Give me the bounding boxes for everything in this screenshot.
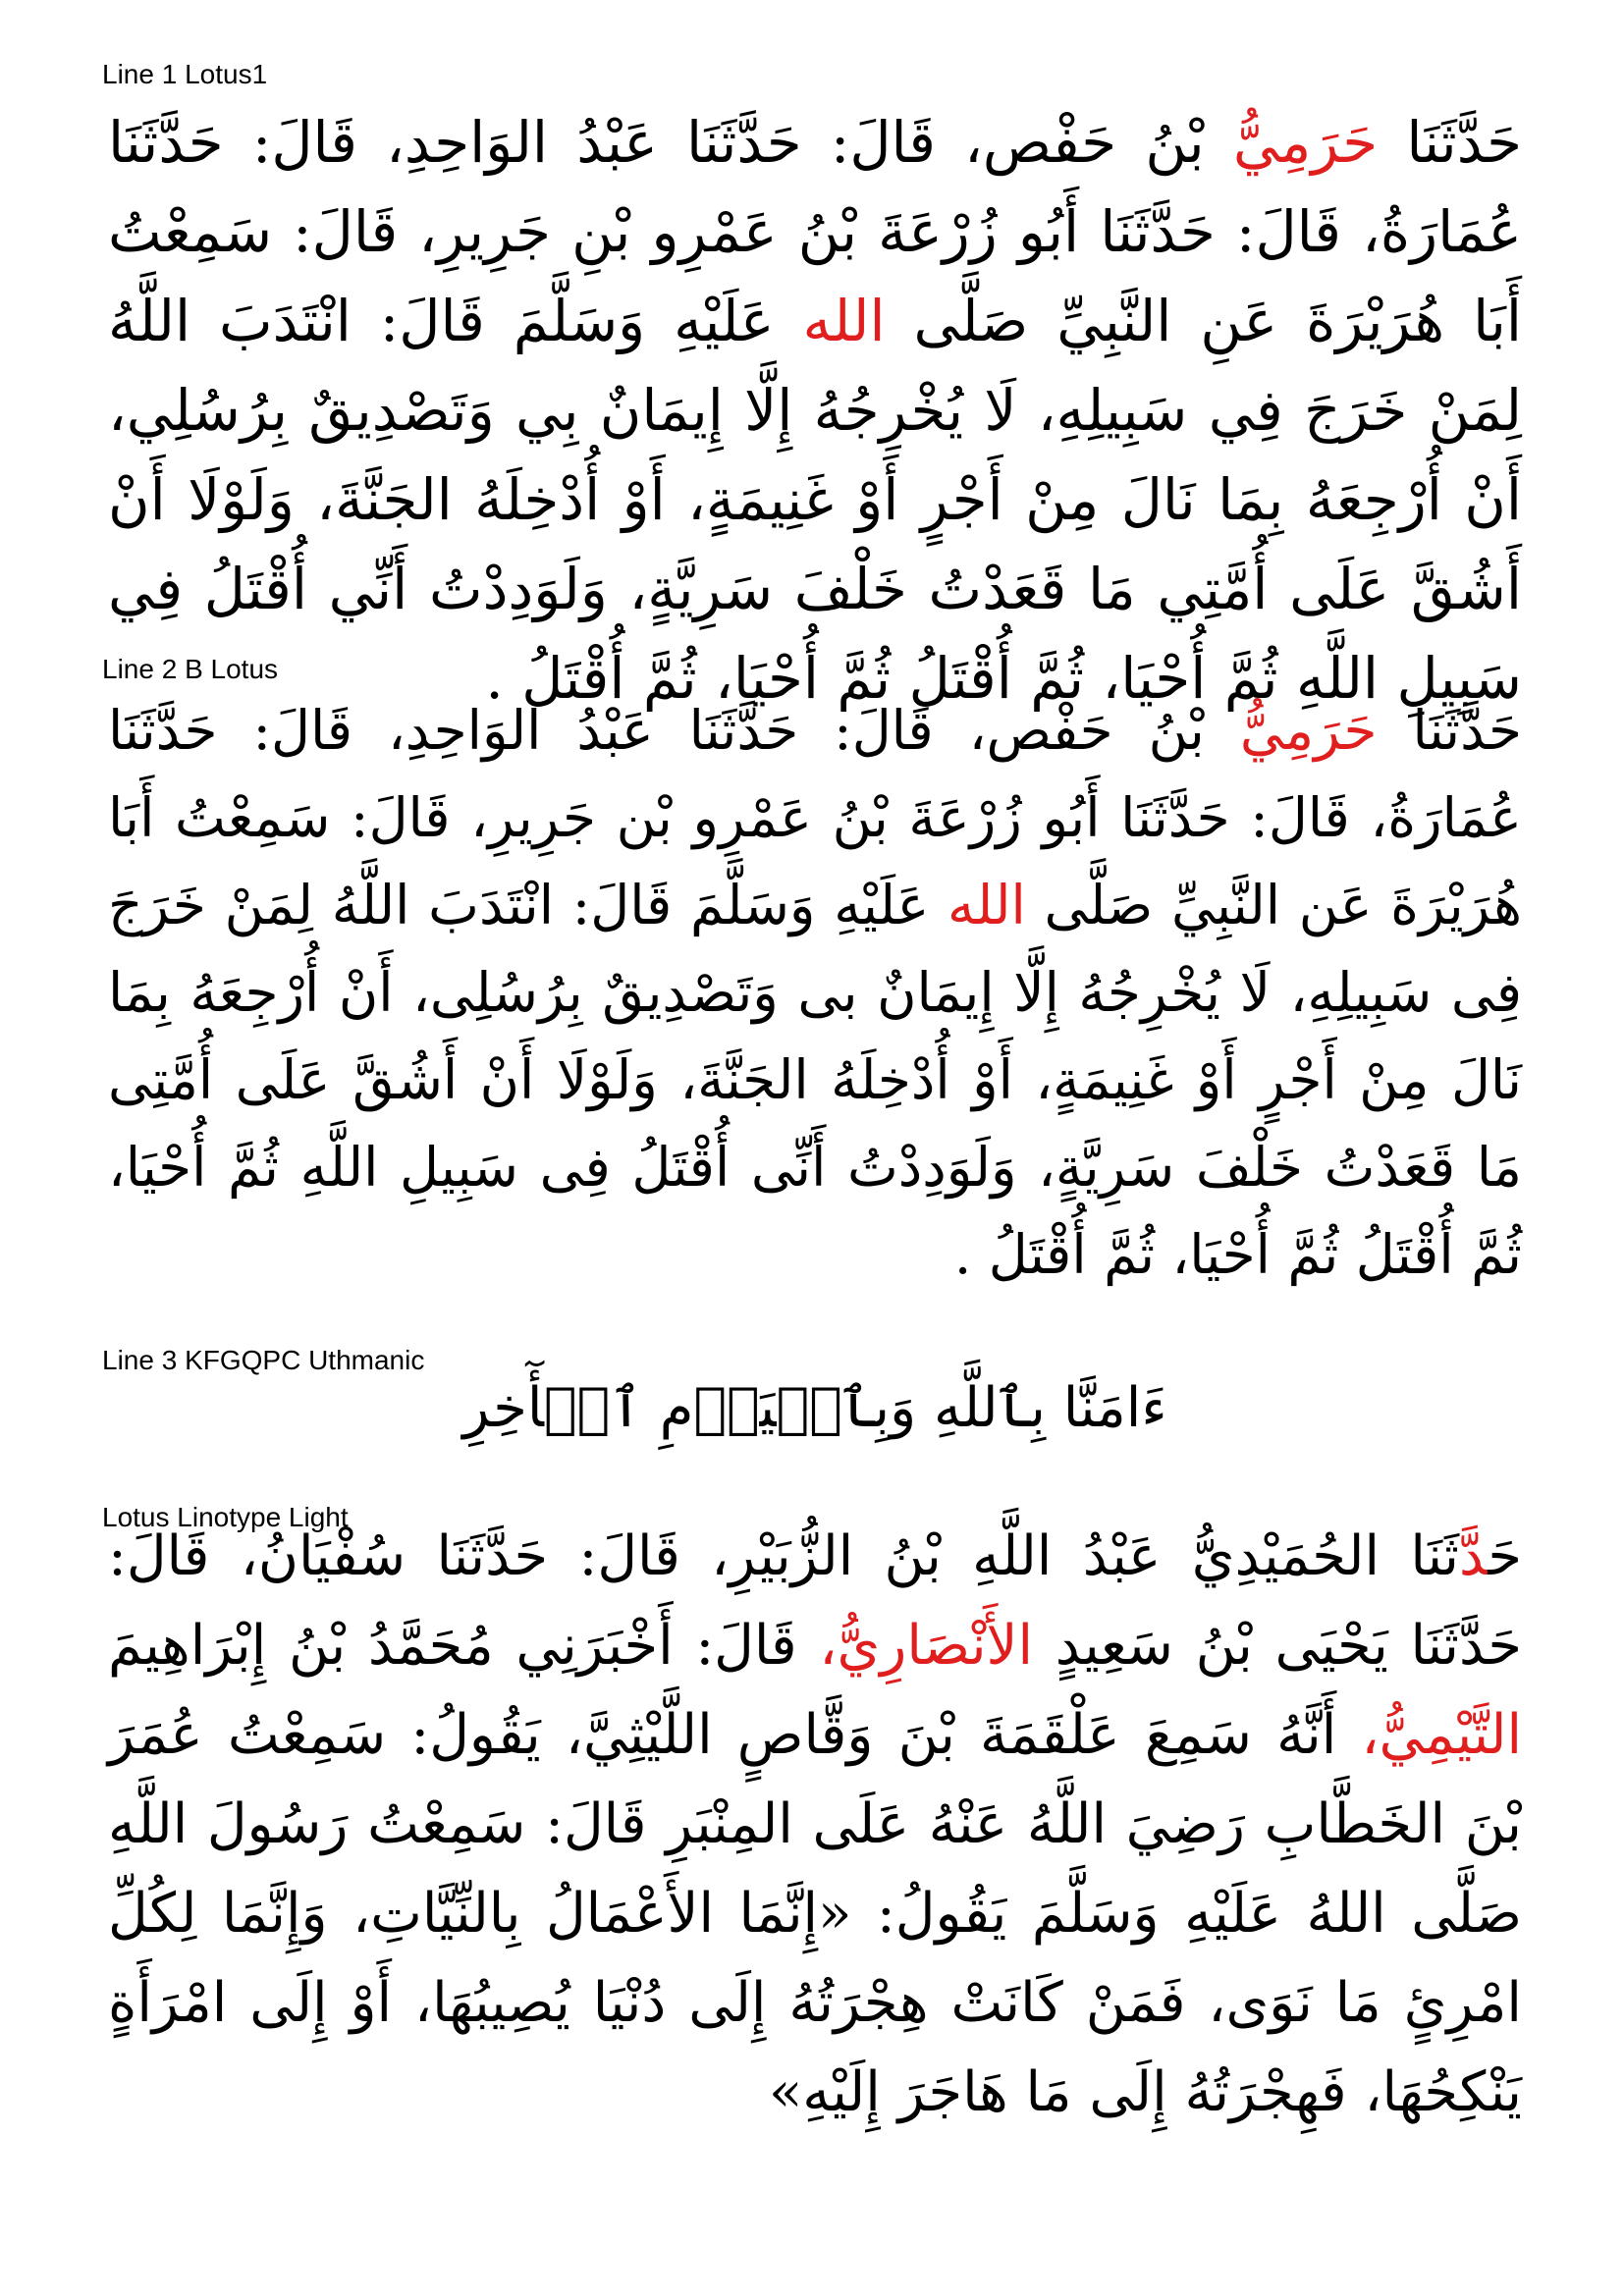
- text-run: عَلَيْهِ وَسَلَّمَ قَالَ: انْتَدَبَ اللَّهُ لِمَنْ خَرَجَ فِي سَبِيلِهِ، لَا يُخْرِجُهُ إِلَّا إِيمَانٌ بِي وَتَصْدِيقٌ بِرُسُلِي، أَنْ أُرْجِعَهُ بِمَا نَالَ مِنْ أَجْرٍ أَوْ غَنِيمَةٍ، أَوْ أُدْخِلَهُ الجَنَّةَ، وَلَوْلَا أَنْ أَشُقَّ عَلَى أُمَّتِي مَا قَعَدْتُ خَلْفَ سَرِيَّةٍ، وَلَوَدِدْتُ أَنِّي أُقْتَلُ فِي سَبِيلِ اللَّهِ ثُمَّ أُحْيَا، ثُمَّ أُقْتَلُ ثُمَّ أُحْيَا، ثُمَّ أُقْتَلُ .: [108, 288, 1522, 712]
- text-run: بْنُ حَفْص، قَالَ: حَدَّثَنَا عَبْدُ الوَاحِدِ، قَالَ: حَدَّثَنَا عُمَارَةُ، قَالَ: حَدَّثَنَا أَبُو زُرْعَةَ بْنُ عَمْرِو بْن جَرِيرِ، قَالَ: سَمِعْتُ أَبَا هُرَيْرَةَ عَن النَّبِيِّ صَلَّى: [108, 699, 1523, 936]
- text-run: عَلَيْهِ وَسَلَّمَ قَالَ: انْتَدَبَ اللَّهُ لِمَنْ خَرَجَ فِى سَبِيلِهِ، لَا يُخْرِجُهُ إِلَّا إِيمَانٌ بى وَتَصْدِيقٌ بِرُسُلِى، أَنْ أُرْجِعَهُ بِمَا نَالَ مِنْ أَجْرٍ أَوْ غَنِيمَةٍ، أَوْ أُدْخِلَهُ الجَنَّةَ، وَلَوْلَا أَنْ أَشُقَّ عَلَى أُمَّتِى مَا قَعَدْتُ خَلْفَ سَرِيَّةٍ، وَلَوَدِدْتُ أَنِّى أُقْتَلُ فِى سَبِيلِ اللَّهِ ثُمَّ أُحْيَا، ثُمَّ أُقْتَلُ ثُمَّ أُحْيَا، ثُمَّ أُقْتَلُ .: [108, 874, 1522, 1286]
- text-run: قَالَ: أَخْبَرَنِي مُحَمَّدُ بْنُ إِبْرَاهِيمَ: [108, 1614, 820, 1678]
- highlighted-word: الله: [802, 288, 886, 354]
- text-run: حَدَّثَنَا: [1377, 699, 1522, 762]
- text-run: بْنُ حَفْص، قَالَ: حَدَّثَنَا عَبْدُ الوَاحِدِ، قَالَ: حَدَّثَنَا عُمَارَةُ، قَالَ: حَدَّثَنَا أَبُو زُرْعَةَ بْنُ عَمْرِو بْنِ جَرِيرِ، قَالَ: سَمِعْتُ أَبَا هُرَيْرَةَ عَنِ النَّبِيِّ صَلَّى: [108, 109, 1523, 354]
- highlighted-word: حَرَمِيُّ: [1232, 109, 1379, 176]
- text-run: حَدَّثَنَا: [1378, 109, 1522, 176]
- text-run: حَ: [1488, 1524, 1522, 1588]
- section-label-lotus-linotype: Lotus Linotype Light: [102, 1502, 349, 1532]
- hadith-paragraph-lotus-linotype: [108, 1512, 1522, 2137]
- hadith-paragraph-lotus1: [108, 98, 1522, 723]
- highlighted-word: حَرَمِيُّ: [1239, 699, 1378, 762]
- section-label-line-1: Line 1 Lotus1: [102, 59, 268, 89]
- hadith-paragraph-b-lotus: [108, 687, 1522, 1299]
- section-label-line-3: Line 3 KFGQPC Uthmanic: [102, 1345, 425, 1375]
- section-label-line-2: Line 2 B Lotus: [102, 654, 279, 684]
- highlighted-word: الأَنْصَارِيُّ،: [819, 1614, 1034, 1678]
- highlighted-word: التَّيْمِيُّ،: [1361, 1703, 1522, 1767]
- highlighted-letters: دَّ: [1458, 1524, 1489, 1588]
- highlighted-word: الله: [947, 874, 1026, 936]
- text-run: أَنَّهُ سَمِعَ عَلْقَمَةَ بْنَ وَقَّاصٍ اللَّيْثِيَّ، يَقُولُ: سَمِعْتُ عُمَرَ بْنَ الخَطَّابِ رَضِيَ اللَّهُ عَنْهُ عَلَى المِنْبَرِ قَالَ: سَمِعْتُ رَسُولَ اللَّهِ صَلَّى اللهُ عَلَيْهِ وَسَلَّمَ يَقُولُ: «إِنَّمَا الأَعْمَالُ بِالنِّيَّاتِ، وَإِنَّمَا لِكُلِّ امْرِئٍ مَا نَوَى، فَمَنْ كَانَتْ هِجْرَتُهُ إِلَى دُنْيَا يُصِيبُهَا، أَوْ إِلَى امْرَأَةٍ يَنْكِحُهَا، فَهِجْرَتُهُ إِلَى مَا هَاجَرَ إِلَيْهِ»: [108, 1703, 1523, 2124]
- text-run: ثَنَا الحُمَيْدِيُّ عَبْدُ اللَّهِ بْنُ الزُّبَيْرِ، قَالَ: حَدَّثَنَا سُفْيَانُ، قَالَ: حَدَّثَنَا يَحْيَى بْنُ سَعِيدٍ: [108, 1524, 1522, 1678]
- quran-verse-uthmanic: ءَامَنَّا بِٱللَّهِ وَبِٱلۡيَوۡمِ ٱلۡأٓخِرِ: [462, 1376, 1167, 1440]
